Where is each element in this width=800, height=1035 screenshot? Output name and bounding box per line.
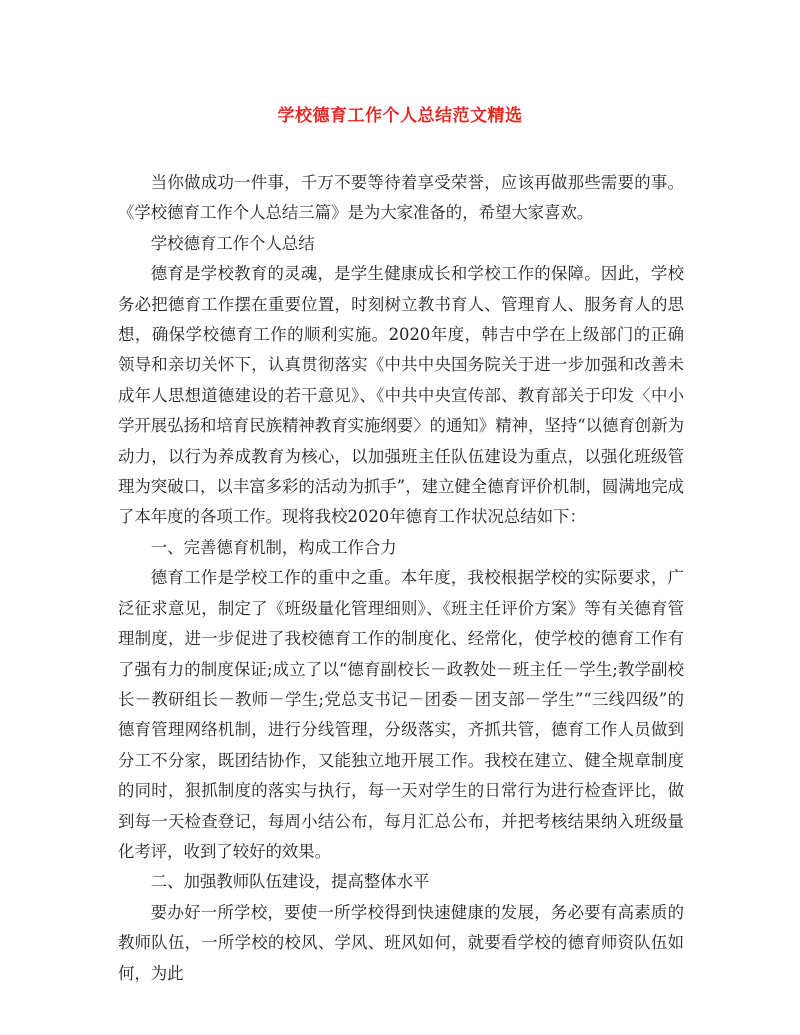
intro-paragraph: 当你做成功一件事，千万不要等待着享受荣誉，应该再做那些需要的事。《学校德育工作个人总结三篇》是为大家准备的，希望大家喜欢。 <box>118 173 684 223</box>
body-paragraph: 德育工作是学校工作的重中之重。本年度，我校根据学校的实际要求，广泛征求意见，制定了《班级量化管理细则》、《班主任评价方案》等有关德育管理制度，进一步促进了我校德育工作的制度化、经常化，使学校的德育工作有了强有力的制度保证;成立了以“德育副校长－政教处－班主任－学生;教学副校长－教研组长－教师－学生;党总支书记－团委－团支部－学生”“三线四级”的德育管理网络机制，进行分线管理，分级落实，齐抓共管，德育工作人员做到分工不分家，既团结协作，又能独立地开展工作。我校在建立、健全规章制度的同时，狠抓制度的落实与执行，每一天对学生的日常行为进行检查评比，做到每一天检查登记，每周小结公布，每月汇总公布，并把考核结果纳入班级量化考评，收到了较好的效果。 <box>118 568 684 861</box>
section-heading: 学校德育工作个人总结 <box>150 233 315 253</box>
body-paragraph: 要办好一所学校，要使一所学校得到快速健康的发展，务必要有高素质的教师队伍，一所学校的校风、学风、班风如何，就要看学校的德育师资队伍如何，为此 <box>118 902 684 983</box>
document-body <box>118 168 684 989</box>
body-paragraph: 德育是学校教育的灵魂，是学生健康成长和学校工作的保障。因此，学校务必把德育工作摆在重要位置，时刻树立教书育人、管理育人、服务育人的思想，确保学校德育工作的顺利实施。2020年度，韩吉中学在上级部门的正确领导和亲切关怀下，认真贯彻落实《中共中央国务院关于进一步加强和改善未成年人思想道德建设的若干意见》、《中共中央宣传部、教育部关于印发〈中小学开展弘扬和培育民族精神教育实施纲要〉的通知》精神，坚持“以德育创新为动力，以行为养成教育为核心，以加强班主任队伍建设为重点，以强化班级管理为突破口，以丰富多彩的活动为抓手”，建立健全德育评价机制，圆满地完成了本年度的各项工作。现将我校2020年德育工作状况总结如下： <box>118 264 684 527</box>
section-heading: 一、完善德育机制，构成工作合力 <box>150 537 397 557</box>
document-title: 学校德育工作个人总结范文精选 <box>277 106 523 126</box>
section-heading: 二、加强教师队伍建设，提高整体水平 <box>150 872 430 892</box>
